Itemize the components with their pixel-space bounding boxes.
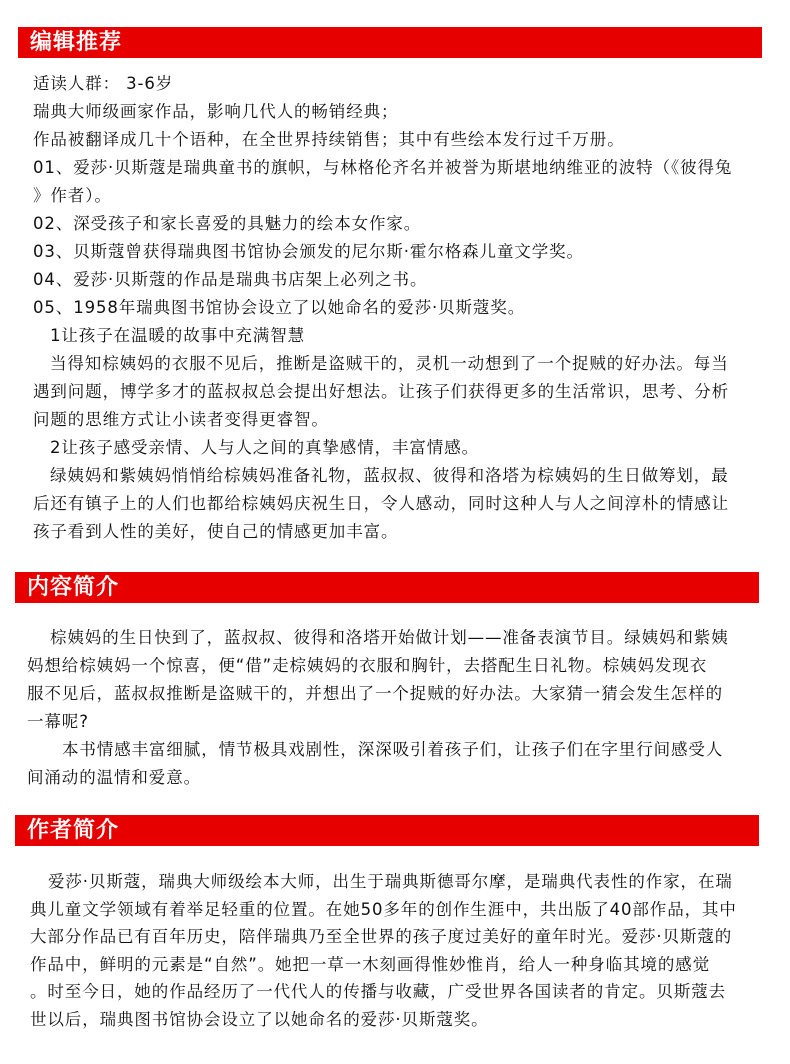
section-title: 内容简介 [27,574,120,600]
editor-recommendation-text-line: 后还有镇子上的人们也都给棕姨妈庆祝生日，令人感动，同时这种人与人之间淳朴的情感让 [33,494,729,513]
editor-recommendation-text-line: 》作者）。 [33,186,112,205]
editor-recommendation-text-line: 绿姨妈和紫姨妈悄悄给棕姨妈准备礼物，蓝叔叔、彼得和洛塔为棕姨妈的生日做筹划，最 [50,466,729,485]
editor-recommendation-text-line: 04、爱莎·贝斯蔻的作品是瑞典书店架上必列之书。 [33,270,428,289]
author-intro-header [15,815,759,846]
author-intro-text-line: 。时至今日，她的作品经历了一代代人的传播与收藏，广受世界各国读者的肯定。贝斯蔻去 [30,982,726,1002]
editor-recommendation-text-line: 当得知棕姨妈的衣服不见后，推断是盗贼干的，灵机一动想到了一个捉贼的好办法。每当 [50,354,729,373]
author-intro-text-line: 爱莎·贝斯蔻，瑞典大师级绘本大师，出生于瑞典斯德哥尔摩，是瑞典代表性的作家，在瑞 [48,872,733,891]
editor-recommendation-text-line: 问题的思维方式让小读者变得更睿智。 [33,410,329,429]
section-title: 作者简介 [27,817,120,843]
section-title: 编辑推荐 [30,29,123,55]
editor-recommendation-text-line: 03、贝斯蔻曾获得瑞典图书馆协会颁发的尼尔斯·霍尔格森儿童文学奖。 [33,242,584,261]
editor-recommendation-text-line: 2让孩子感受亲情、人与人之间的真挚感情，丰富情感。 [50,438,479,457]
editor-recommendation-text-line: 01、爱莎·贝斯蔻是瑞典童书的旗帜，与林格伦齐名并被誉为斯堪地纳维亚的波特（《彼得兔 [33,158,733,177]
editor-recommendation-text-line: 1让孩子在温暖的故事中充满智慧 [50,326,305,345]
editor-recommendation-header [18,27,762,58]
editor-recommendation-text-line: 瑞典大师级画家作品，影响几代人的畅销经典； [33,102,399,121]
editor-recommendation-text-line: 02、深受孩子和家长喜爱的具魅力的绘本女作家。 [33,214,422,233]
editor-recommendation-text-line: 05、1958年瑞典图书馆协会设立了以她命名的爱莎·贝斯蔻奖。 [33,298,526,317]
editor-recommendation-text-line: 作品被翻译成几十个语种，在全世界持续销售；其中有些绘本发行过千万册。 [33,130,625,149]
editor-recommendation-text-line: 适读人群： 3-6岁 [33,74,174,93]
content-summary-text-line: 一幕呢? [27,712,89,731]
content-summary-header [15,572,759,603]
author-intro-text-line: 大部分作品已有百年历史，陪伴瑞典乃至全世界的孩子度过美好的童年时光。爱莎·贝斯蔻的 [30,927,733,947]
author-intro-text-line: 典儿童文学领域有着举足轻重的位置。在她50多年的创作生涯中，共出版了40部作品，其中 [30,899,737,919]
content-summary-text-line: 妈想给棕姨妈一个惊喜，便“借”走棕姨妈的衣服和胸针，去搭配生日礼物。棕姨妈发现衣 [27,656,708,675]
editor-recommendation-text-line: 孩子看到人性的美好，使自己的情感更加丰富。 [33,522,399,541]
content-summary-text-line: 本书情感丰富细腻，情节极具戏剧性，深深吸引着孩子们，让孩子们在字里行间感受人 [62,740,724,759]
editor-recommendation-text-line: 遇到问题，博学多才的蓝叔叔总会提出好想法。让孩子们获得更多的生活常识，思考、分析 [33,382,729,401]
content-summary-text-line: 棕姨妈的生日快到了，蓝叔叔、彼得和洛塔开始做计划——准备表演节目。绿姨妈和紫姨 [50,628,729,647]
content-summary-text-line: 间涌动的温情和爱意。 [27,768,201,787]
author-intro-text-line: 世以后，瑞典图书馆协会设立了以她命名的爱莎·贝斯蔻奖。 [30,1010,489,1029]
content-summary-text-line: 服不见后，蓝叔叔推断是盗贼干的，并想出了一个捉贼的好办法。大家猜一猜会发生怎样的 [27,684,723,703]
author-intro-text-line: 作品中，鲜明的元素是“自然”。她把一草一木刻画得惟妙惟肖，给人一种身临其境的感觉 [30,954,711,974]
